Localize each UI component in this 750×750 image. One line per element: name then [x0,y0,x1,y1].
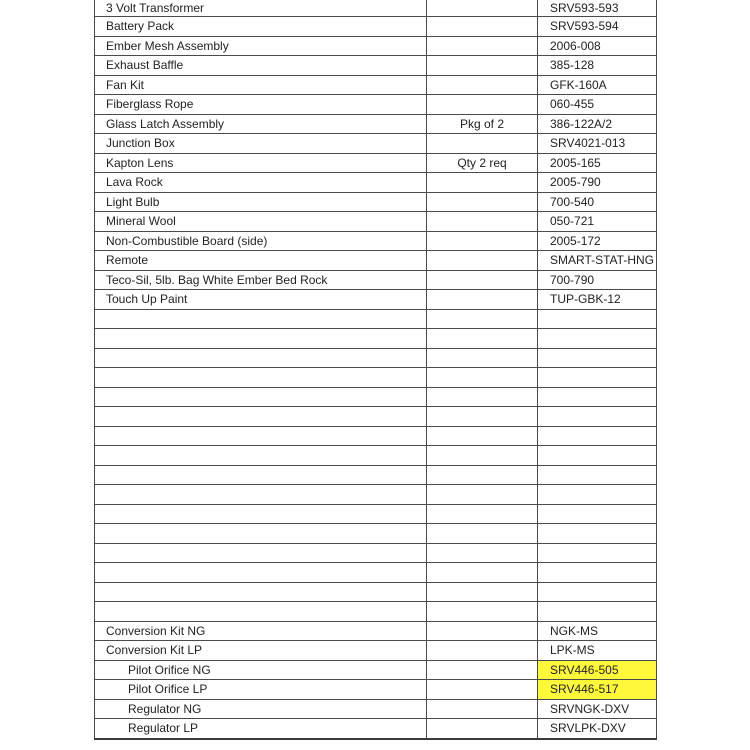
part-description-cell [95,309,427,329]
part-number-cell: NGK-MS [538,621,657,641]
part-number-cell: SRVNGK-DXV [538,699,657,719]
part-note-cell [427,56,538,76]
part-note-cell [427,719,538,739]
part-number-cell-highlighted: SRV446-505 [538,660,657,680]
table-row [95,0,657,17]
table-row [95,680,657,700]
part-note-cell [427,621,538,641]
table-row [95,621,657,641]
part-note-cell [427,485,538,505]
part-number-cell [538,387,657,407]
table-row [95,368,657,388]
part-note-cell [427,602,538,622]
part-note-cell [427,582,538,602]
part-description-cell: Teco-Sil, 5lb. Bag White Ember Bed Rock [95,270,427,290]
part-note-cell [427,17,538,37]
table-row [95,407,657,427]
part-description-cell [95,582,427,602]
parts-table [94,0,657,740]
part-note-cell [427,641,538,661]
table-row [95,446,657,466]
part-number-cell: 700-790 [538,270,657,290]
part-note-cell [427,212,538,232]
part-note-cell [427,348,538,368]
table-row [95,504,657,524]
part-description-cell: Ember Mesh Assembly [95,36,427,56]
part-note-cell [427,231,538,251]
part-description-cell [95,446,427,466]
part-note-cell: Pkg of 2 [427,114,538,134]
part-number-cell: 2005-165 [538,153,657,173]
part-number-cell [538,563,657,583]
part-description-cell: Mineral Wool [95,212,427,232]
part-note-cell [427,134,538,154]
part-number-cell: 2005-172 [538,231,657,251]
table-row [95,465,657,485]
part-number-cell: SRV593-594 [538,17,657,37]
table-row [95,251,657,271]
part-number-cell: 386-122A/2 [538,114,657,134]
table-row [95,270,657,290]
table-row [95,290,657,310]
table-row [95,485,657,505]
part-number-cell [538,329,657,349]
part-number-cell [538,407,657,427]
part-description-cell: Pilot Orifice NG [95,660,427,680]
table-row [95,231,657,251]
table-row [95,212,657,232]
part-note-cell [427,270,538,290]
table-row [95,699,657,719]
part-number-cell [538,446,657,466]
part-description-cell [95,387,427,407]
part-description-cell [95,563,427,583]
part-description-cell [95,426,427,446]
part-number-cell: SMART-STAT-HNG [538,251,657,271]
part-number-cell [538,465,657,485]
part-note-cell [427,563,538,583]
table-row [95,582,657,602]
part-description-cell [95,368,427,388]
part-number-cell [538,485,657,505]
table-row [95,329,657,349]
table-row [95,309,657,329]
part-number-cell [538,524,657,544]
part-number-cell: 385-128 [538,56,657,76]
part-number-cell: SRV593-593 [538,0,657,17]
part-note-cell [427,660,538,680]
part-description-cell: Glass Latch Assembly [95,114,427,134]
part-number-cell [538,504,657,524]
table-row [95,134,657,154]
table-row [95,75,657,95]
part-number-cell: 060-455 [538,95,657,115]
table-row [95,56,657,76]
part-note-cell [427,329,538,349]
part-description-cell [95,504,427,524]
part-description-cell [95,602,427,622]
part-number-cell: 050-721 [538,212,657,232]
part-description-cell: Junction Box [95,134,427,154]
table-row [95,173,657,193]
part-note-cell [427,309,538,329]
part-number-cell [538,426,657,446]
part-note-cell [427,251,538,271]
part-number-cell [538,582,657,602]
part-description-cell: Remote [95,251,427,271]
part-note-cell [427,543,538,563]
part-number-cell: GFK-160A [538,75,657,95]
table-row [95,524,657,544]
part-note-cell [427,426,538,446]
table-row [95,602,657,622]
table-row [95,153,657,173]
part-note-cell [427,173,538,193]
part-description-cell [95,524,427,544]
part-description-cell: Fiberglass Rope [95,95,427,115]
part-number-cell-highlighted: SRV446-517 [538,680,657,700]
part-description-cell: Kapton Lens [95,153,427,173]
part-number-cell [538,602,657,622]
part-description-cell: Regulator NG [95,699,427,719]
part-description-cell: Regulator LP [95,719,427,739]
table-row [95,641,657,661]
part-description-cell [95,465,427,485]
part-note-cell [427,75,538,95]
part-description-cell: Battery Pack [95,17,427,37]
part-note-cell [427,36,538,56]
part-description-cell: Exhaust Baffle [95,56,427,76]
part-note-cell [427,290,538,310]
table-row [95,17,657,37]
part-note-cell [427,524,538,544]
part-description-cell [95,485,427,505]
part-note-cell: Qty 2 req [427,153,538,173]
table-row [95,36,657,56]
table-row [95,114,657,134]
table-row [95,95,657,115]
part-number-cell: TUP-GBK-12 [538,290,657,310]
part-number-cell [538,543,657,563]
table-row [95,563,657,583]
part-note-cell [427,465,538,485]
part-note-cell [427,0,538,17]
part-description-cell [95,329,427,349]
part-description-cell: Lava Rock [95,173,427,193]
part-number-cell: LPK-MS [538,641,657,661]
parts-table-body [95,0,657,739]
part-note-cell [427,407,538,427]
part-note-cell [427,368,538,388]
part-description-cell: Light Bulb [95,192,427,212]
part-description-cell: Conversion Kit NG [95,621,427,641]
part-description-cell [95,543,427,563]
table-row [95,543,657,563]
part-note-cell [427,387,538,407]
part-number-cell [538,368,657,388]
part-number-cell [538,348,657,368]
part-number-cell: SRVLPK-DXV [538,719,657,739]
part-number-cell [538,309,657,329]
part-number-cell: SRV4021-013 [538,134,657,154]
table-row [95,660,657,680]
part-number-cell: 2005-790 [538,173,657,193]
table-row [95,192,657,212]
table-row [95,426,657,446]
part-description-cell: Pilot Orifice LP [95,680,427,700]
part-note-cell [427,699,538,719]
part-note-cell [427,446,538,466]
table-row [95,719,657,739]
part-description-cell: Touch Up Paint [95,290,427,310]
part-description-cell [95,348,427,368]
table-row [95,348,657,368]
part-number-cell: 2006-008 [538,36,657,56]
part-description-cell [95,407,427,427]
part-note-cell [427,95,538,115]
part-description-cell: Non-Combustible Board (side) [95,231,427,251]
part-note-cell [427,680,538,700]
part-note-cell [427,192,538,212]
part-description-cell: 3 Volt Transformer [95,0,427,17]
part-number-cell: 700-540 [538,192,657,212]
table-row [95,387,657,407]
part-description-cell: Fan Kit [95,75,427,95]
part-description-cell: Conversion Kit LP [95,641,427,661]
part-note-cell [427,504,538,524]
